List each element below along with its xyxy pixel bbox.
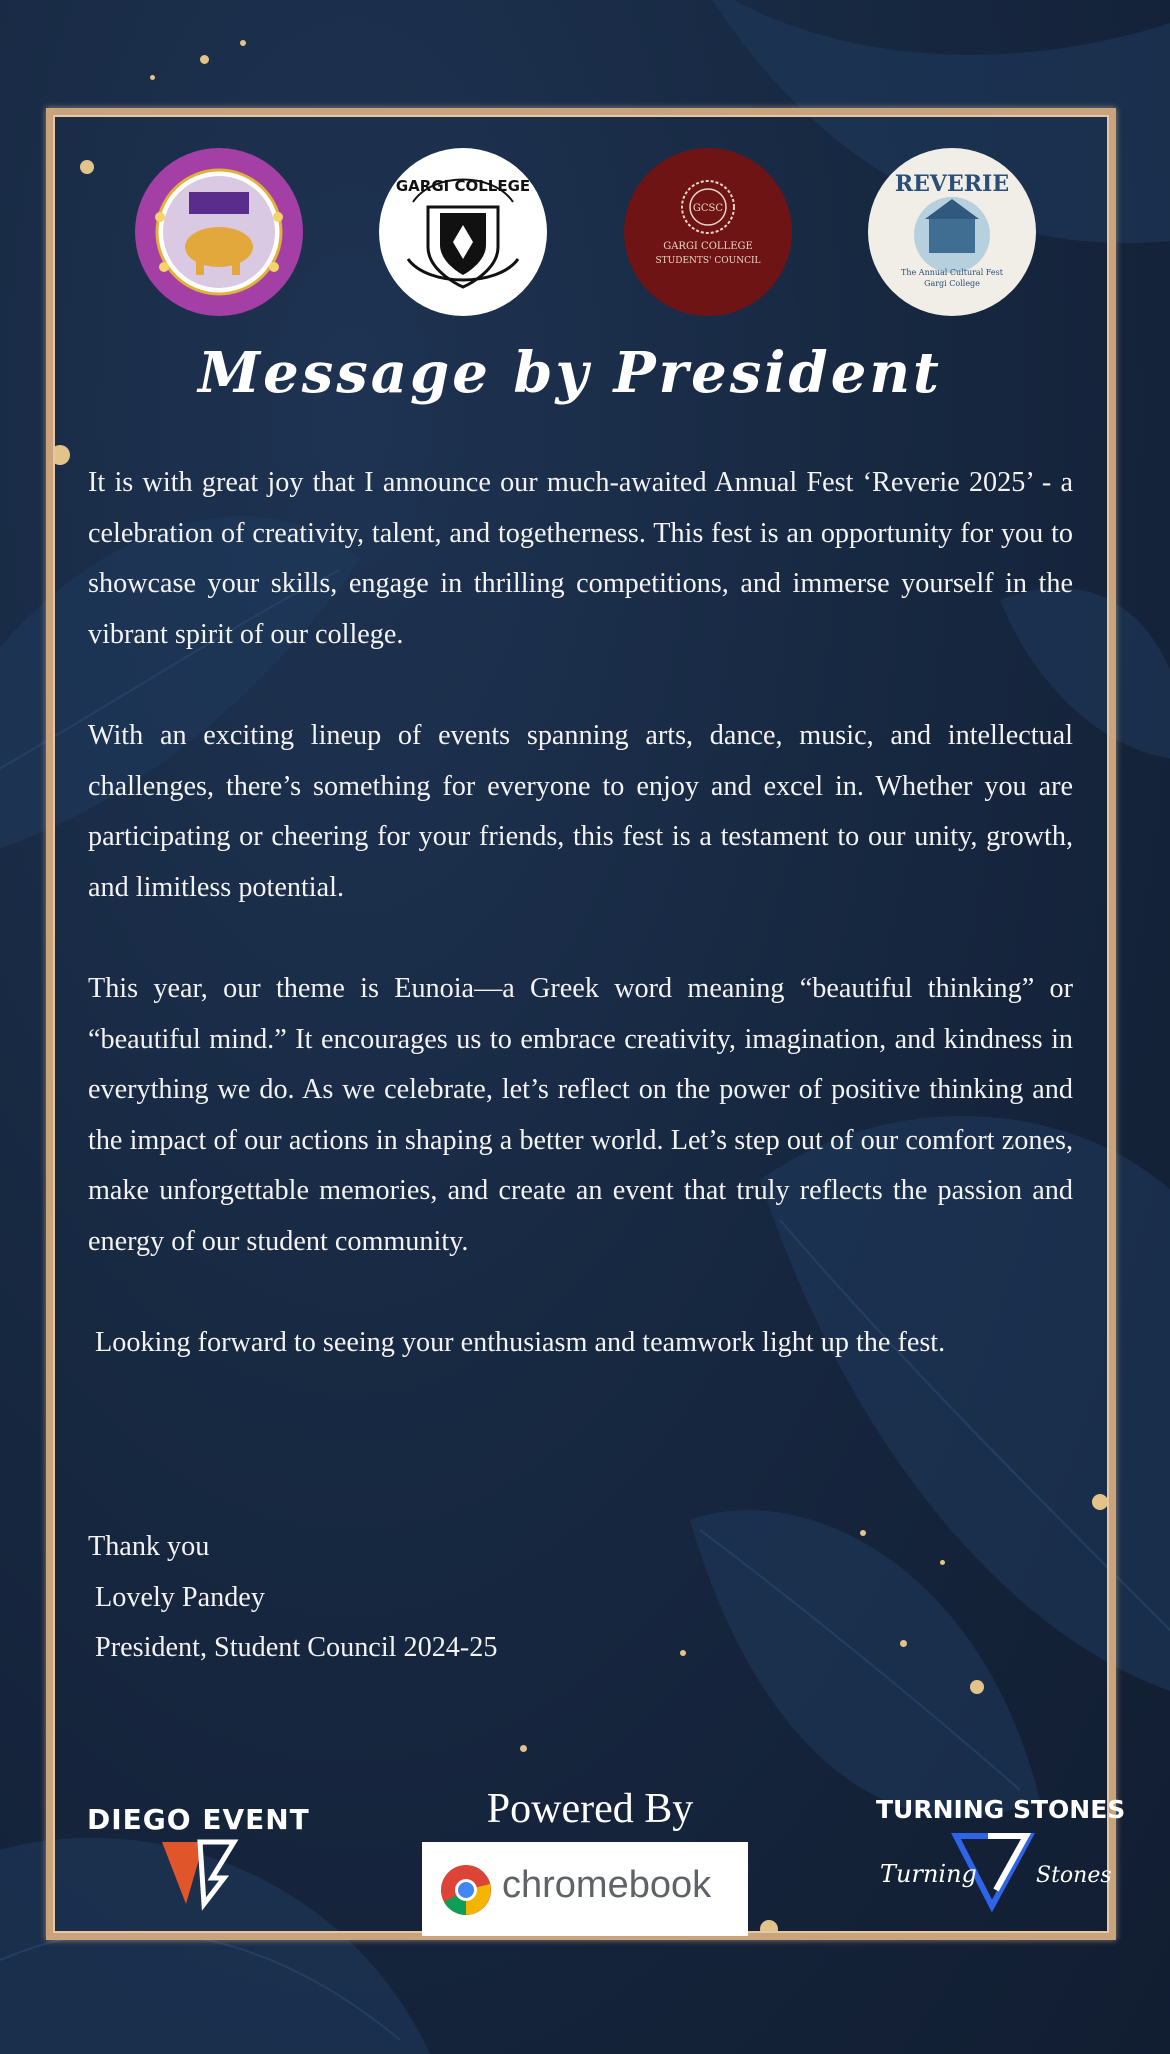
svg-text:STUDENTS' COUNCIL: STUDENTS' COUNCIL — [655, 256, 761, 266]
sponsor-name: chromebook — [502, 1864, 712, 1906]
paragraph: This year, our theme is Eunoia—a Greek word meaning “beautiful thinking” or “beautiful mind.” It encourages us to embrace creativity, imagination, and kindness in everything we do. As we celebrate, let’s reflect on the power of positive thinking and the impact of our actions in shaping a better world. Let’s step out of our comfort zones, make unforgettable memories, and create an event that truly reflects the passion and energy of our student community. — [88, 972, 1073, 1257]
closing-text: Thank you — [88, 1531, 210, 1562]
svg-text:GCSC: GCSC — [692, 203, 724, 214]
svg-text:Stones: Stones — [1036, 1863, 1112, 1888]
page-title: Message by President — [198, 340, 942, 406]
svg-text:Turning: Turning — [880, 1860, 977, 1888]
chromebook-sponsor — [422, 1842, 748, 1936]
svg-text:GARGI COLLEGE: GARGI COLLEGE — [663, 241, 753, 252]
svg-text:GARGI COLLEGE: GARGI COLLEGE — [395, 177, 531, 195]
chrome-icon — [440, 1864, 492, 1916]
svg-text:Gargi College: Gargi College — [924, 279, 980, 288]
powered-by-label: Powered By — [486, 1786, 694, 1832]
turning-stones-icon — [880, 1830, 1112, 1910]
gargi-college-logo — [378, 147, 548, 317]
turning-stones-brand: TURNING STONES — [876, 1795, 1126, 1824]
sparkle — [240, 40, 246, 46]
gcsc-logo — [623, 147, 793, 317]
diego-event-icon — [160, 1838, 236, 1908]
paragraph: It is with great joy that I announce our much-awaited Annual Fest ‘Reverie 2025’ - a celebration of creativity, talent, and togetherness. This fest is an opportunity for you to showcase your skills, engage in thrilling competitions, and immerse yourself in the vibrant spirit of our college. — [88, 467, 1073, 650]
signature-block — [88, 1522, 497, 1674]
svg-text:REVERIE: REVERIE — [894, 171, 1010, 197]
reverie-logo — [867, 147, 1037, 317]
message-body — [88, 458, 1073, 1369]
university-of-delhi-logo — [134, 147, 304, 317]
paragraph: With an exciting lineup of events spanning arts, dance, music, and intellectual challenges, there’s something for everyone to enjoy and excel in. Whether you are participating or cheering for your friends, this fest is a testament to our unity, growth, and limitless potential. — [88, 719, 1073, 903]
sparkle — [150, 75, 155, 80]
sparkle — [200, 55, 209, 64]
svg-text:The Annual Cultural Fest: The Annual Cultural Fest — [901, 268, 1003, 277]
logos-row — [0, 147, 1170, 319]
paragraph: Looking forward to seeing your enthusiasm and teamwork light up the fest. — [88, 1327, 946, 1359]
diego-event-brand: DIEGO EVENT — [87, 1803, 310, 1836]
signer-name: Lovely Pandey — [88, 1581, 265, 1613]
signer-role: President, Student Council 2024-25 — [88, 1632, 498, 1664]
